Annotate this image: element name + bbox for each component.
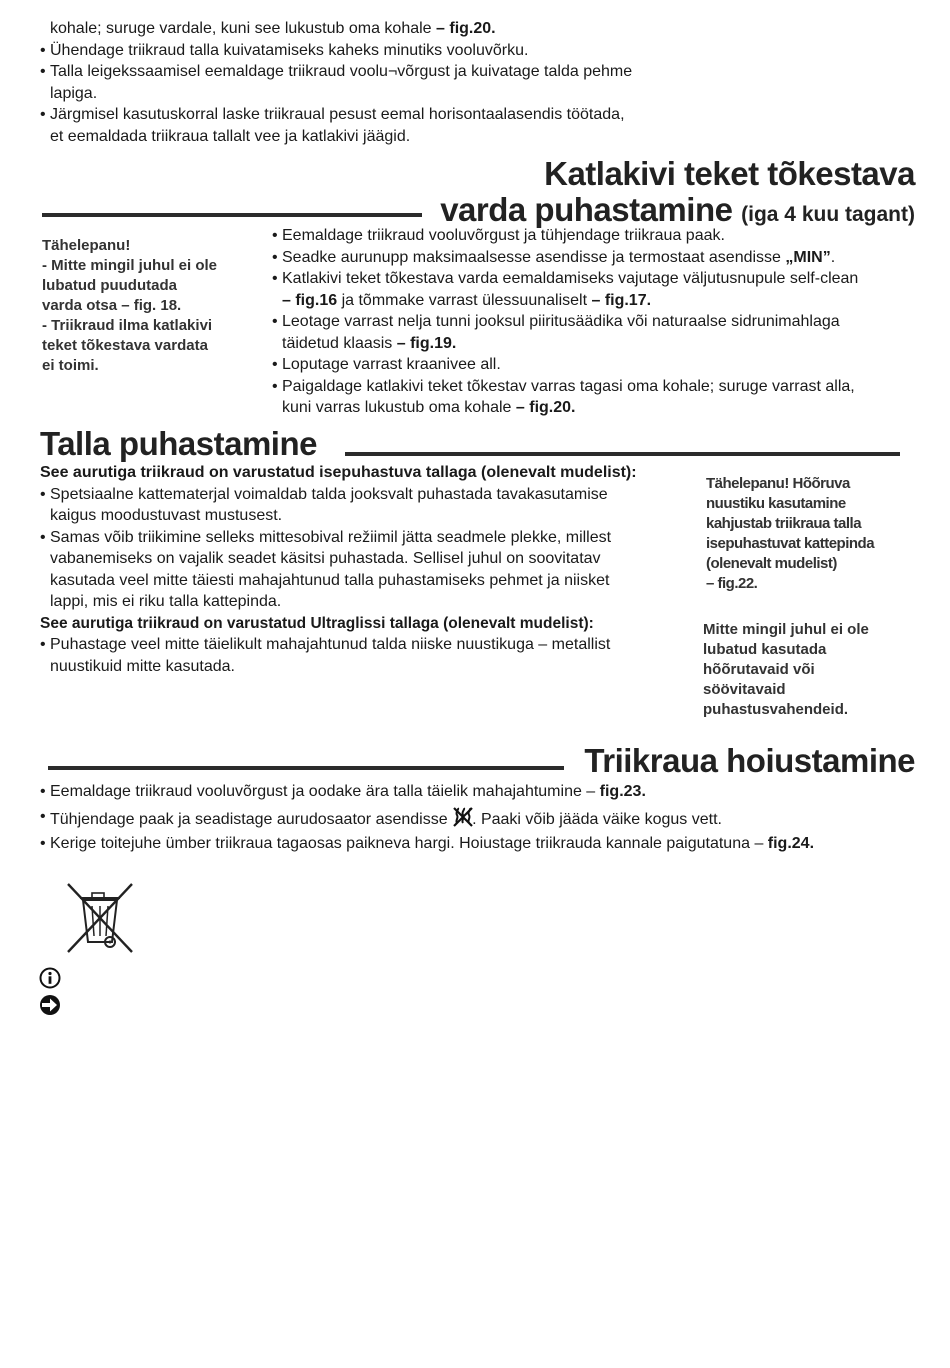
section-title-descaling-line2: varda puhastamine (iga 4 kuu tagant)	[440, 191, 915, 228]
descaling-steps-list	[272, 225, 917, 419]
list-item: • Samas võib triikimine selleks mittesobival režiimil jätta seadmele plekke, millest vabanemiseks on vajalik seadet käsitsi puhastada. Sellisel juhul on soovitatav kasutada veel mitte täiesti mahajahtunud talla puhastamiseks pehmet ja niisket lappi, mis ei riku talla kattepinda.	[40, 527, 682, 613]
list-item: • Loputage varrast kraanivee all.	[272, 354, 917, 376]
crossed-out-wheelie-bin-icon	[66, 882, 134, 954]
intro-block	[40, 18, 690, 147]
section-rule	[42, 213, 422, 217]
section-title-descaling-line1: Katlakivi teket tõkestava	[544, 155, 915, 192]
list-item: • Paigaldage katlakivi teket tõkestav varras tagasi oma kohale; suruge varrast alla, kuni varras lukustub oma kohale – fig.20.	[272, 376, 917, 419]
intro-item-1: • Ühendage triikraud talla kuivatamiseks kaheks minutiks vooluvõrku.	[40, 40, 690, 62]
warning-note-rod: Tähelepanu! - Mitte mingil juhul ei ole lubatud puudutada varda otsa – fig. 18. - Triikraud ilma katlakivi teket tõkestava vardata ei toimi.	[42, 237, 217, 374]
warning-note-abrasives: Mitte mingil juhul ei ole lubatud kasutada hõõrutavaid või söövitavaid puhastusvahendeid.	[703, 621, 869, 718]
list-item: • Leotage varrast nelja tunni jooksul piiritusäädika või naturaalse sidrunimahlaga täidetud klaasis – fig.19.	[272, 311, 917, 354]
list-item: • Spetsiaalne kattematerjal voimaldab talda jooksvalt puhastada tavakasutamise kaigus moodustuvast mustusest.	[40, 484, 682, 527]
info-icon	[39, 967, 61, 989]
circle-arrow-icon	[39, 994, 61, 1016]
list-item: • Puhastage veel mitte täielikult mahajahtunud talda niiske nuustikuga – metallist nuustikuid mitte kasutada.	[40, 634, 682, 677]
storage-list	[40, 781, 930, 855]
subheading-self-cleaning: See aurutiga triikraud on varustatud isepuhastuva tallaga (olenevalt mudelist):	[40, 464, 637, 481]
section-title-soleplate-cleaning: Talla puhastamine	[40, 425, 317, 462]
list-item: • Eemaldage triikraud vooluvõrgust ja oodake ära talla täielik mahajahtumine – fig.23.	[40, 781, 930, 803]
list-item: • Katlakivi teket tõkestava varda eemaldamiseks vajutage väljutusnupule self-clean – fig.16 ja tõmmake varrast ülessuunaliselt – fig.17.	[272, 268, 917, 311]
section-rule	[345, 452, 900, 456]
section-title-storage: Triikraua hoiustamine	[584, 742, 915, 779]
subheading-ultraglissi: See aurutiga triikraud on varustatud Ultraglissi tallaga (olenevalt mudelist):	[40, 614, 594, 632]
warning-note-scouring-pad: Tähelepanu! Hõõruva nuustiku kasutamine kahjustab triikraua talla isepuhastuvat kattepinda (olenevalt mudelist) – fig.22.	[706, 475, 875, 592]
list-item: • Tühjendage paak ja seadistage aurudosaator asendisse . Paaki võib jääda väike kogus vett.	[40, 806, 930, 831]
list-item: • Eemaldage triikraud vooluvõrgust ja tühjendage triikraua paak.	[272, 225, 917, 247]
no-steam-icon	[452, 806, 472, 826]
intro-line: kohale; suruge vardale, kuni see lukustub oma kohale – fig.20.	[50, 20, 496, 37]
soleplate-cleaning-text	[40, 462, 682, 677]
list-item: • Kerige toitejuhe ümber triikraua tagaosas paikneva hargi. Hoiustage triikrauda kannale paigutatuna – fig.24.	[40, 833, 930, 855]
intro-item-3: • Järgmisel kasutuskorral laske triikraual pesust eemal horisontaalasendis töötada, et eemaldada triikraua tallalt vee ja katlakivi jäägid.	[40, 104, 690, 147]
section-rule	[48, 766, 564, 770]
intro-item-2: • Talla leigekssaamisel eemaldage triikraud voolu¬võrgust ja kuivatage talda pehme lapiga.	[40, 61, 690, 104]
list-item: • Seadke aurunupp maksimaalsesse asendisse ja termostaat asendisse „MIN”.	[272, 247, 917, 269]
